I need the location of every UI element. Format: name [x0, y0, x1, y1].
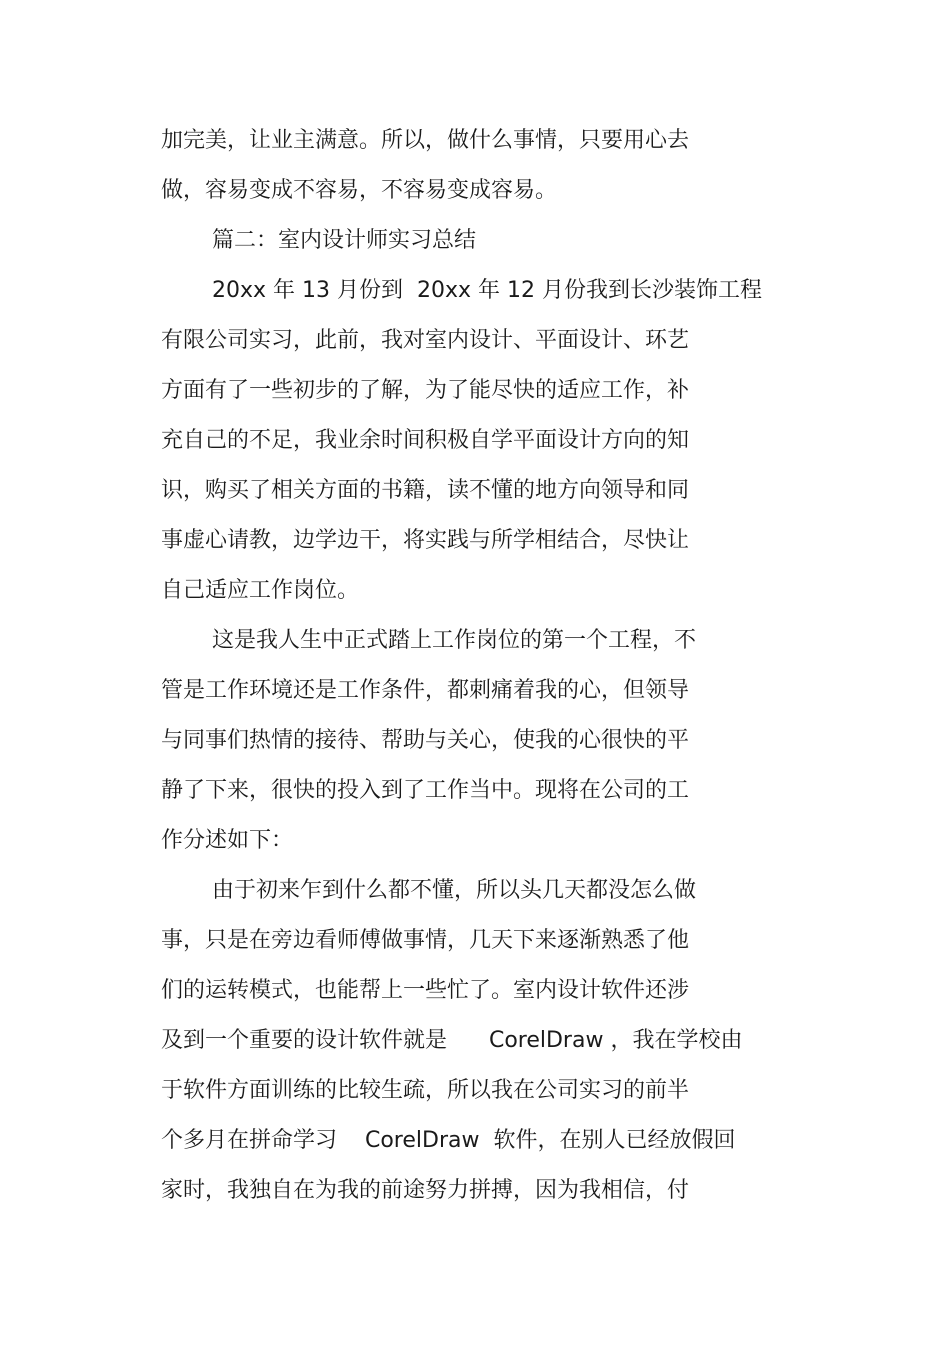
text-line: 个多月在拼命学习 CorelDraw 软件，在别人已经放假回: [161, 1128, 736, 1153]
text-line: 静了下来，很快的投入到了工作当中。现将在公司的工: [161, 778, 690, 803]
text-line: 事，只是在旁边看师傅做事情，几天下来逐渐熟悉了他: [161, 928, 690, 953]
text-line: 方面有了一些初步的了解，为了能尽快的适应工作，补: [161, 378, 690, 403]
text-line: 这是我人生中正式踏上工作岗位的第一个工程，不: [212, 628, 697, 653]
text-line: 事虚心请教，边学边干，将实践与所学相结合，尽快让: [161, 528, 690, 553]
text-line: 加完美，让业主满意。所以，做什么事情，只要用心去: [161, 128, 690, 153]
text-line: 识，购买了相关方面的书籍，读不懂的地方向领导和同: [161, 478, 690, 503]
text-line: 们的运转模式，也能帮上一些忙了。室内设计软件还涉: [161, 978, 690, 1003]
text-line: 与同事们热情的接待、帮助与关心，使我的心很快的平: [161, 728, 690, 753]
text-line: 自己适应工作岗位。: [161, 578, 360, 603]
section-heading: 篇二：室内设计师实习总结: [212, 228, 477, 253]
text-line: 家时，我独自在为我的前途努力拼搏，因为我相信，付: [161, 1178, 690, 1203]
text-line: 充自己的不足，我业余时间积极自学平面设计方向的知: [161, 428, 690, 453]
text-line: 做，容易变成不容易，不容易变成容易。: [161, 178, 558, 203]
text-line: 有限公司实习，此前，我对室内设计、平面设计、环艺: [161, 328, 690, 353]
text-line: 及到一个重要的设计软件就是 CorelDraw ，我在学校由: [161, 1028, 743, 1053]
text-line: 于软件方面训练的比较生疏，所以我在公司实习的前半: [161, 1078, 690, 1103]
text-line: 作分述如下：: [161, 828, 294, 853]
text-line: 20xx 年 13 月份到 20xx 年 12 月份我到长沙装饰工程: [212, 278, 763, 303]
text-line: 由于初来乍到什么都不懂，所以头几天都没怎么做: [212, 878, 697, 903]
text-line: 管是工作环境还是工作条件，都刺痛着我的心，但领导: [161, 678, 690, 703]
